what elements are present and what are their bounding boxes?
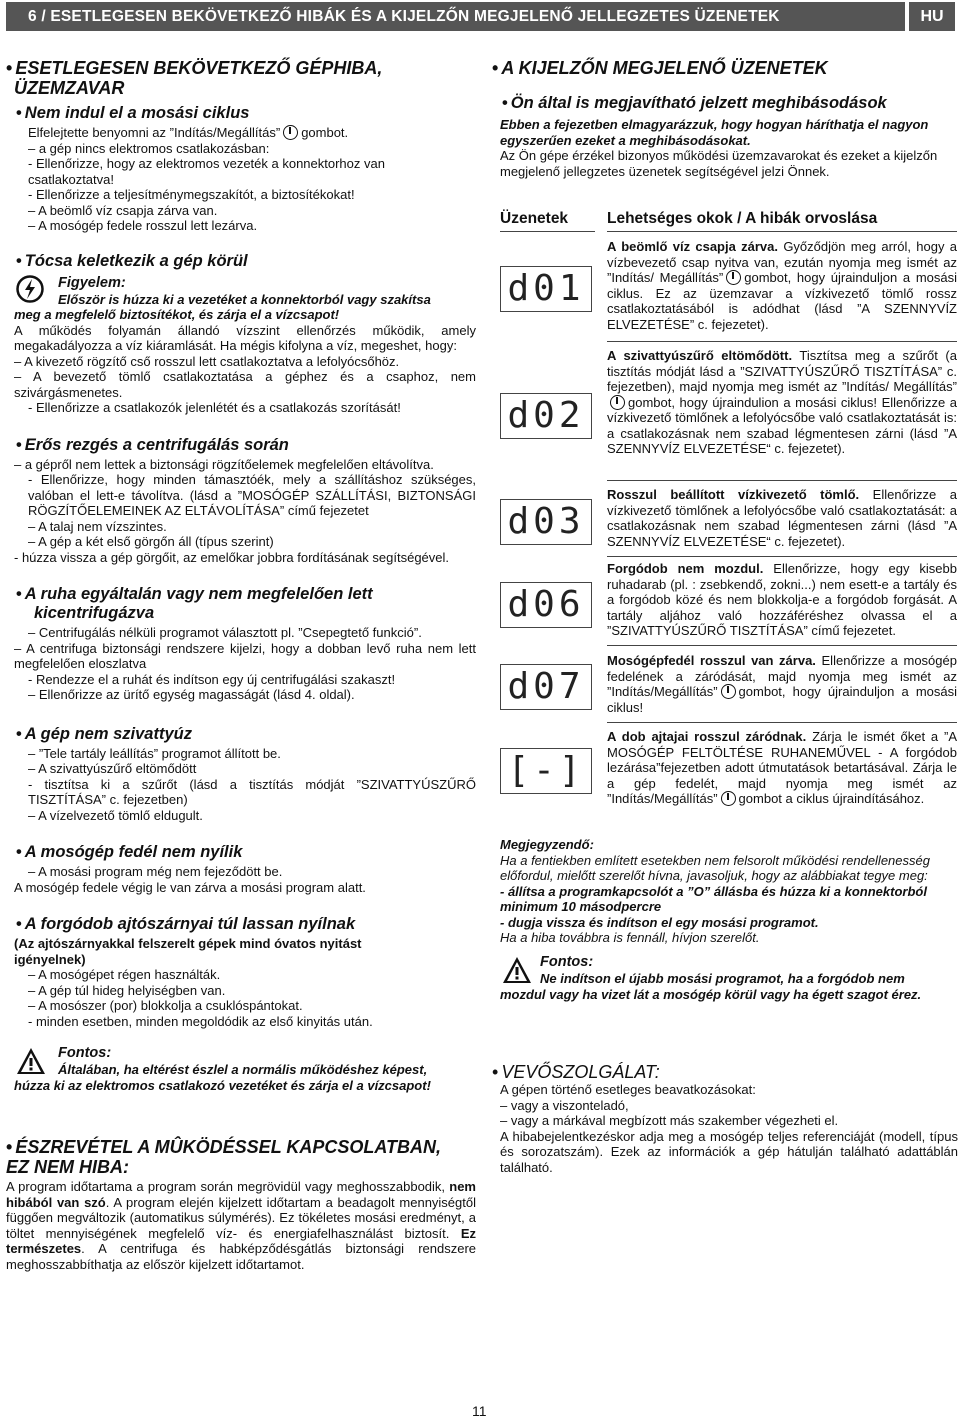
warning-label: Figyelem: [58, 274, 126, 291]
note-text: Ha a hiba továbbra is fennáll, hívjon szerelőt. [500, 930, 760, 945]
line-text: – A mosószer (por) blokkolja a csuklóspántokat. [28, 998, 303, 1013]
intro-text: Az Ön gépe érzékel bizonyos működési üzemzavarokat és ezeket a kijelzőn megjelenő jellegzetes üzenetek segítségével jelzi Önnek. [500, 148, 938, 179]
customer-service-title: • VEVŐSZOLGÁLAT: [492, 1062, 958, 1082]
line-text: – Ellenőrizze az ürítő egység magasságát (lásd 4. oldal). [28, 687, 355, 702]
line-text: – A vízelvezető tömlő eldugult. [28, 807, 203, 823]
cause-row-door: A dob ajtajai rosszul záródnak. Zárja le ismét őket a ”A MOSÓGÉP FELTÖLTÉSE RUHANEMŰVEL - A forgódob lezárása”fejezetben adott útmutatások betartásával. Zárja le a gép fedelét, majd nyomja meg ismét az ”Indítás/Megállítás” gombot a ciklus újraindításához. [607, 729, 958, 806]
line-text: - húzza vissza a gép görgőit, az emelőkar jobbra fordításának segítségével. [14, 549, 450, 565]
note-text: Ha a fentiekben említett esetekben nem felsorolt működési rendellenesség előfordul, mielőtt szerelőt hívna, javasoljuk, hogy az alábbiakat tegye meg: [500, 852, 930, 883]
warning-icon [16, 1047, 46, 1075]
display-code-d03: d03 [500, 499, 592, 545]
subtitle-pump: • A gép nem szivattyúz [6, 725, 476, 744]
subtitle-lid: • A mosógép fedél nem nyílik [6, 843, 476, 862]
subtitle-vibration: • Erős rezgés a centrifugálás során [6, 436, 476, 455]
vibration-body [6, 457, 476, 566]
power-icon [721, 684, 736, 699]
page-number: 11 [472, 1403, 487, 1419]
drum-doors-body [6, 936, 476, 1029]
subtitle-user-fixable: • Ön által is megjavítható jelzett meghibásodások [492, 94, 958, 113]
divider [500, 231, 595, 232]
line-text: - minden esetben, minden megoldódik az első kinyitás után. [28, 1013, 373, 1029]
cause-row-d02: A szivattyúszűrő eltömődött. Tisztítsa meg a szűrőt (a tisztítás módját lásd a ”SZIVATTYÚSZŰRŐ TISZTÍTÁSA” c. fejezetben), majd nyomja meg ismét az ”Indítás/ Megállítás”gombot, hogy újraindulion a mosási ciklus! Ellenőrizze a vízkivezető tömlőnek a lefolyócsőbe való csatlakoztatását is: a csatlakozásnak nem szabad légmentesen zárni (lásd ”A SZENNYVÍZ ELVEZETÉSE“ c. fejezetet). [607, 348, 957, 456]
line-text: A mosógép fedele végig le van zárva a mosási program alatt. [14, 879, 366, 895]
line-text: – A mosógépet régen használták. [28, 967, 221, 982]
important-text: húzza ki az elektromos csatlakozó vezetéket és zárja el a vízcsapot! [14, 1077, 431, 1093]
line-text: - Ellenőrizze a teljesítménymegszakítót, a biztosítékokat! [28, 187, 355, 202]
power-icon [721, 791, 736, 806]
right-column-top [492, 58, 958, 258]
important-text: Általában, ha eltérést észlel a normális működéshez képest, [58, 1062, 428, 1077]
note-text: - állítsa a programkapcsolót a ”O” állásba és húzza ki a konnektorból minimum 10 másodpercre [500, 883, 927, 914]
line-text: – A bevezető tömlő csatlakoztatása a géphez és a csaphoz, nem szivárgásmenetes. [14, 369, 476, 400]
cause-row-d06: Forgódob nem mozdul. Ellenőrizze, hogy egy kisebb ruhadarab (pl. : zsebkendő, zokni...) nem esett-e a tartály és a forgódob közé és nem blokkolja-e a forgódob forgását. A tartály aljához való hozzáféréshez olvassa el a ”SZIVATTYÚSZŰRŐ TISZTÍTÁSA” című fejezetet. [607, 561, 957, 638]
line-text: A gépen történő esetleges beavatkozásokat: [500, 1082, 756, 1097]
line-text: – A szivattyúszűrő eltömődött [28, 761, 197, 776]
line-text: - Ellenőrizze a csatlakozók jelenlétét és a csatlakozás szorítását! [28, 400, 401, 415]
lid-body [6, 864, 476, 895]
power-icon [283, 125, 298, 140]
divider [607, 231, 957, 232]
paragraph: A működés folyamán állandó vízszint ellenőrzés működik, amely megakadályozza a víz kiáramlását. Ha mégis kifolyna a víz, megeshet, hogy: [14, 322, 476, 353]
display-code-d02: d02 [500, 393, 592, 439]
section-title-faults-2: ÜZEMZAVAR [14, 78, 125, 98]
divider [607, 480, 957, 481]
subtitle-spin: • A ruha egyáltalán vagy nem megfelelően lett [6, 585, 476, 604]
display-code-d01: d01 [500, 266, 592, 312]
no-start-list [6, 125, 476, 234]
display-code-d06: d06 [500, 582, 592, 628]
page-header [0, 0, 960, 34]
line-text: – A kivezető rögzítő cső rosszul lett csatlakoztatva a lefolyócsőhöz. [14, 353, 400, 369]
note-text: - dugja vissza és indítson el egy mosási programot. [500, 914, 819, 930]
line-text: – A mosási program még nem fejeződött be. [28, 864, 283, 879]
line-text: – Centrifugálás nélküli programot választott pl. ”Csepegtető funkció”. [28, 625, 422, 640]
section-title-faults: • ESETLEGESEN BEKÖVETKEZŐ GÉPHIBA, [6, 58, 476, 78]
observation-paragraph: A program időtartama a program során megrövidül vagy meghosszabbodik, nem hibából van szó. A program elején kijelzett időtartam a beadagolt mennyiségtől függően megváltozik (automatikus súlymérés). Ez tökéletes mosási eredményt, a töltet mennyiségének megfelelő víz- és energiafelhasználást biztosít. Ez természetes. A centrifuga és habképződésgátlás biztonsági rendszere meghosszabbíthatja az először kijelzett időtartamot. [6, 1179, 476, 1272]
cause-row-d07: Mosógépfedél rosszul van zárva. Ellenőrizze a mosógép fedelének a záródását, majd nyomja meg ismét az ”Indítás/Megállítás” gombot, hogy újrainduljon a mosási ciklus! [607, 653, 957, 715]
line-text: Elfelejtette benyomni az ”Indítás/Megállítás” gombot. [28, 125, 349, 140]
subtitle-spin-2: kicentrifugázva [34, 604, 155, 622]
important-text: Ne indítson el újabb mosási programot, ha a forgódob nem [540, 971, 905, 986]
line-text: - Ellenőrizze, hogy az elektromos vezeték a konnektorhoz van [28, 156, 385, 171]
subtitle-no-start: • Nem indul el a mosási ciklus [6, 104, 476, 123]
line-text: – A gép a két első görgőn áll (típus szerint) [28, 534, 274, 549]
section-title-observation-2: EZ NEM HIBA: [6, 1157, 129, 1177]
warning-text: meg a megfelelő biztosítékot, és zárja el a vízcsapot! [14, 307, 340, 322]
line-text: – A talaj nem vízszintes. [28, 518, 167, 534]
language-badge: HU [909, 2, 955, 31]
warning-icon [502, 956, 532, 984]
line-text: – a gép nincs elektromos csatlakozásban: [28, 140, 270, 156]
subtitle-puddle: • Tócsa keletkezik a gép körül [6, 252, 476, 271]
important-note-left [6, 1045, 476, 1093]
line-text: – vagy a viszonteladó, [500, 1097, 629, 1113]
intro-bold: Ebben a fejezetben elmagyarázzuk, hogy hogyan háríthatja el nagyon egyszerűen ezeket a meghibásodásokat. [500, 117, 929, 148]
line-text: (Az ajtószárnyakkal felszerelt gépek mind óvatos nyitást igényelnek) [14, 936, 362, 967]
line-text: - Ellenőrizze, hogy minden támasztóék, mely a szállításhoz szükséges, valóban el lett-e távolítva. (lásd a ”MOSÓGÉP SZÁLLÍTÁSI, BIZTONSÁGI RÖGZÍTŐELEMEINEK AZ ELTÁVOLÍTÁSA” című fejezetet [28, 472, 476, 518]
line-text: – A mosógép fedele rosszul lett lezárva. [28, 218, 258, 233]
cause-row-d03: Rosszul beállított vízkivezető tömlő. Ellenőrizze a vízkivezető tömlőnek a lefolyócsőbe való csatlakoztatását: a csatlakozásnak nem szabad légmentesen zárni (lásd ”A SZENNYVÍZ ELVEZETÉSE“ c. fejezetet). [607, 487, 957, 549]
pump-body [6, 746, 476, 824]
line-text: – A beömlő víz csapja zárva van. [28, 202, 218, 218]
section-title-display: • A KIJELZŐN MEGJELENŐ ÜZENETEK [492, 58, 958, 78]
puddle-body [6, 323, 476, 416]
subtitle-drum-doors: • A forgódob ajtószárnyai túl lassan nyílnak [6, 915, 476, 934]
line-text: A hibabejelentkezéskor adja meg a mosógép teljes referenciáját (modell, típus és sorozatszám). Ezek az információk a gép hátulján található adattáblán található. [500, 1128, 958, 1175]
warning-text: Először is húzza ki a vezetéket a konnektorból vagy szakítsa [58, 291, 431, 307]
line-text: – ”Tele tartály leállítás” programot állított be. [28, 745, 281, 761]
note-title: Megjegyzendő: [500, 837, 594, 852]
important-label: Fontos: [540, 954, 594, 970]
line-text: csatlakoztatva! [28, 171, 114, 187]
customer-service-body [492, 1082, 958, 1175]
customer-service [492, 1062, 958, 1175]
header-title: 6 / ESETLEGESEN BEKÖVETKEZŐ HIBÁK ÉS A KIJELZŐN MEGJELENŐ JELLEGZETES ÜZENETEK [6, 2, 905, 31]
important-label: Fontos: [58, 1045, 112, 1061]
important-note-right [500, 954, 958, 1002]
table-header-messages: Üzenetek [500, 210, 569, 227]
power-icon [610, 395, 625, 410]
divider [607, 556, 957, 557]
power-icon [726, 270, 741, 285]
line-text: - tisztítsa ki a szűrőt (lásd a tisztítás módját ”SZIVATTYÚSZŰRŐ TISZTÍTÁSA” c. fejezetben) [28, 776, 476, 807]
line-text: – A gép túl hideg helyiségben van. [28, 982, 226, 998]
display-code-d07: d07 [500, 664, 592, 710]
line-text: - Rendezze el a ruhát és indítson egy új centrifugálási szakaszt! [28, 671, 396, 687]
line-text: – A centrifuga biztonsági rendszere kijelzi, hogy a dobban levő ruha nem lett megfelelően eloszlatva [14, 640, 476, 671]
electric-hazard-icon [16, 275, 44, 303]
spin-body [6, 625, 476, 703]
divider [607, 341, 957, 342]
divider [607, 722, 957, 723]
puddle-warning [6, 275, 476, 323]
divider [607, 645, 957, 646]
section-title-observation: • ÉSZREVÉTEL A MÛKÖDÉSSEL KAPCSOLATBAN, [6, 1137, 476, 1157]
line-text: – vagy a márkával megbízott más szakember végezheti el. [500, 1113, 839, 1128]
line-text: – a gépről nem lettek a biztonsági rögzítőelemek megfelelően eltávolítva. [14, 456, 434, 472]
left-column [6, 58, 476, 1272]
cause-row-d01: A beömlő víz csapja zárva. Győződjön meg arról, hogy a vízbevezető csap nyitva van, ezután nyomja meg ismét az ”Indítás/ Megállítás” gombot, hogy újrainduljon a mosási ciklus. Ez az üzemzavar a vízkivezető tömlő rossz csatlakoztatásából is adódhat (lásd ”A SZENNYVÍZ ELVEZETÉSE” c. fejezetet). [607, 239, 958, 332]
display-code-door: [-] [500, 748, 592, 794]
table-header-causes: Lehetséges okok / A hibák orvoslása [607, 210, 878, 227]
note-block [500, 837, 958, 946]
important-text: mozdul vagy ha vizet lát a mosógép körül vagy ha égett szagot érez. [500, 986, 922, 1002]
